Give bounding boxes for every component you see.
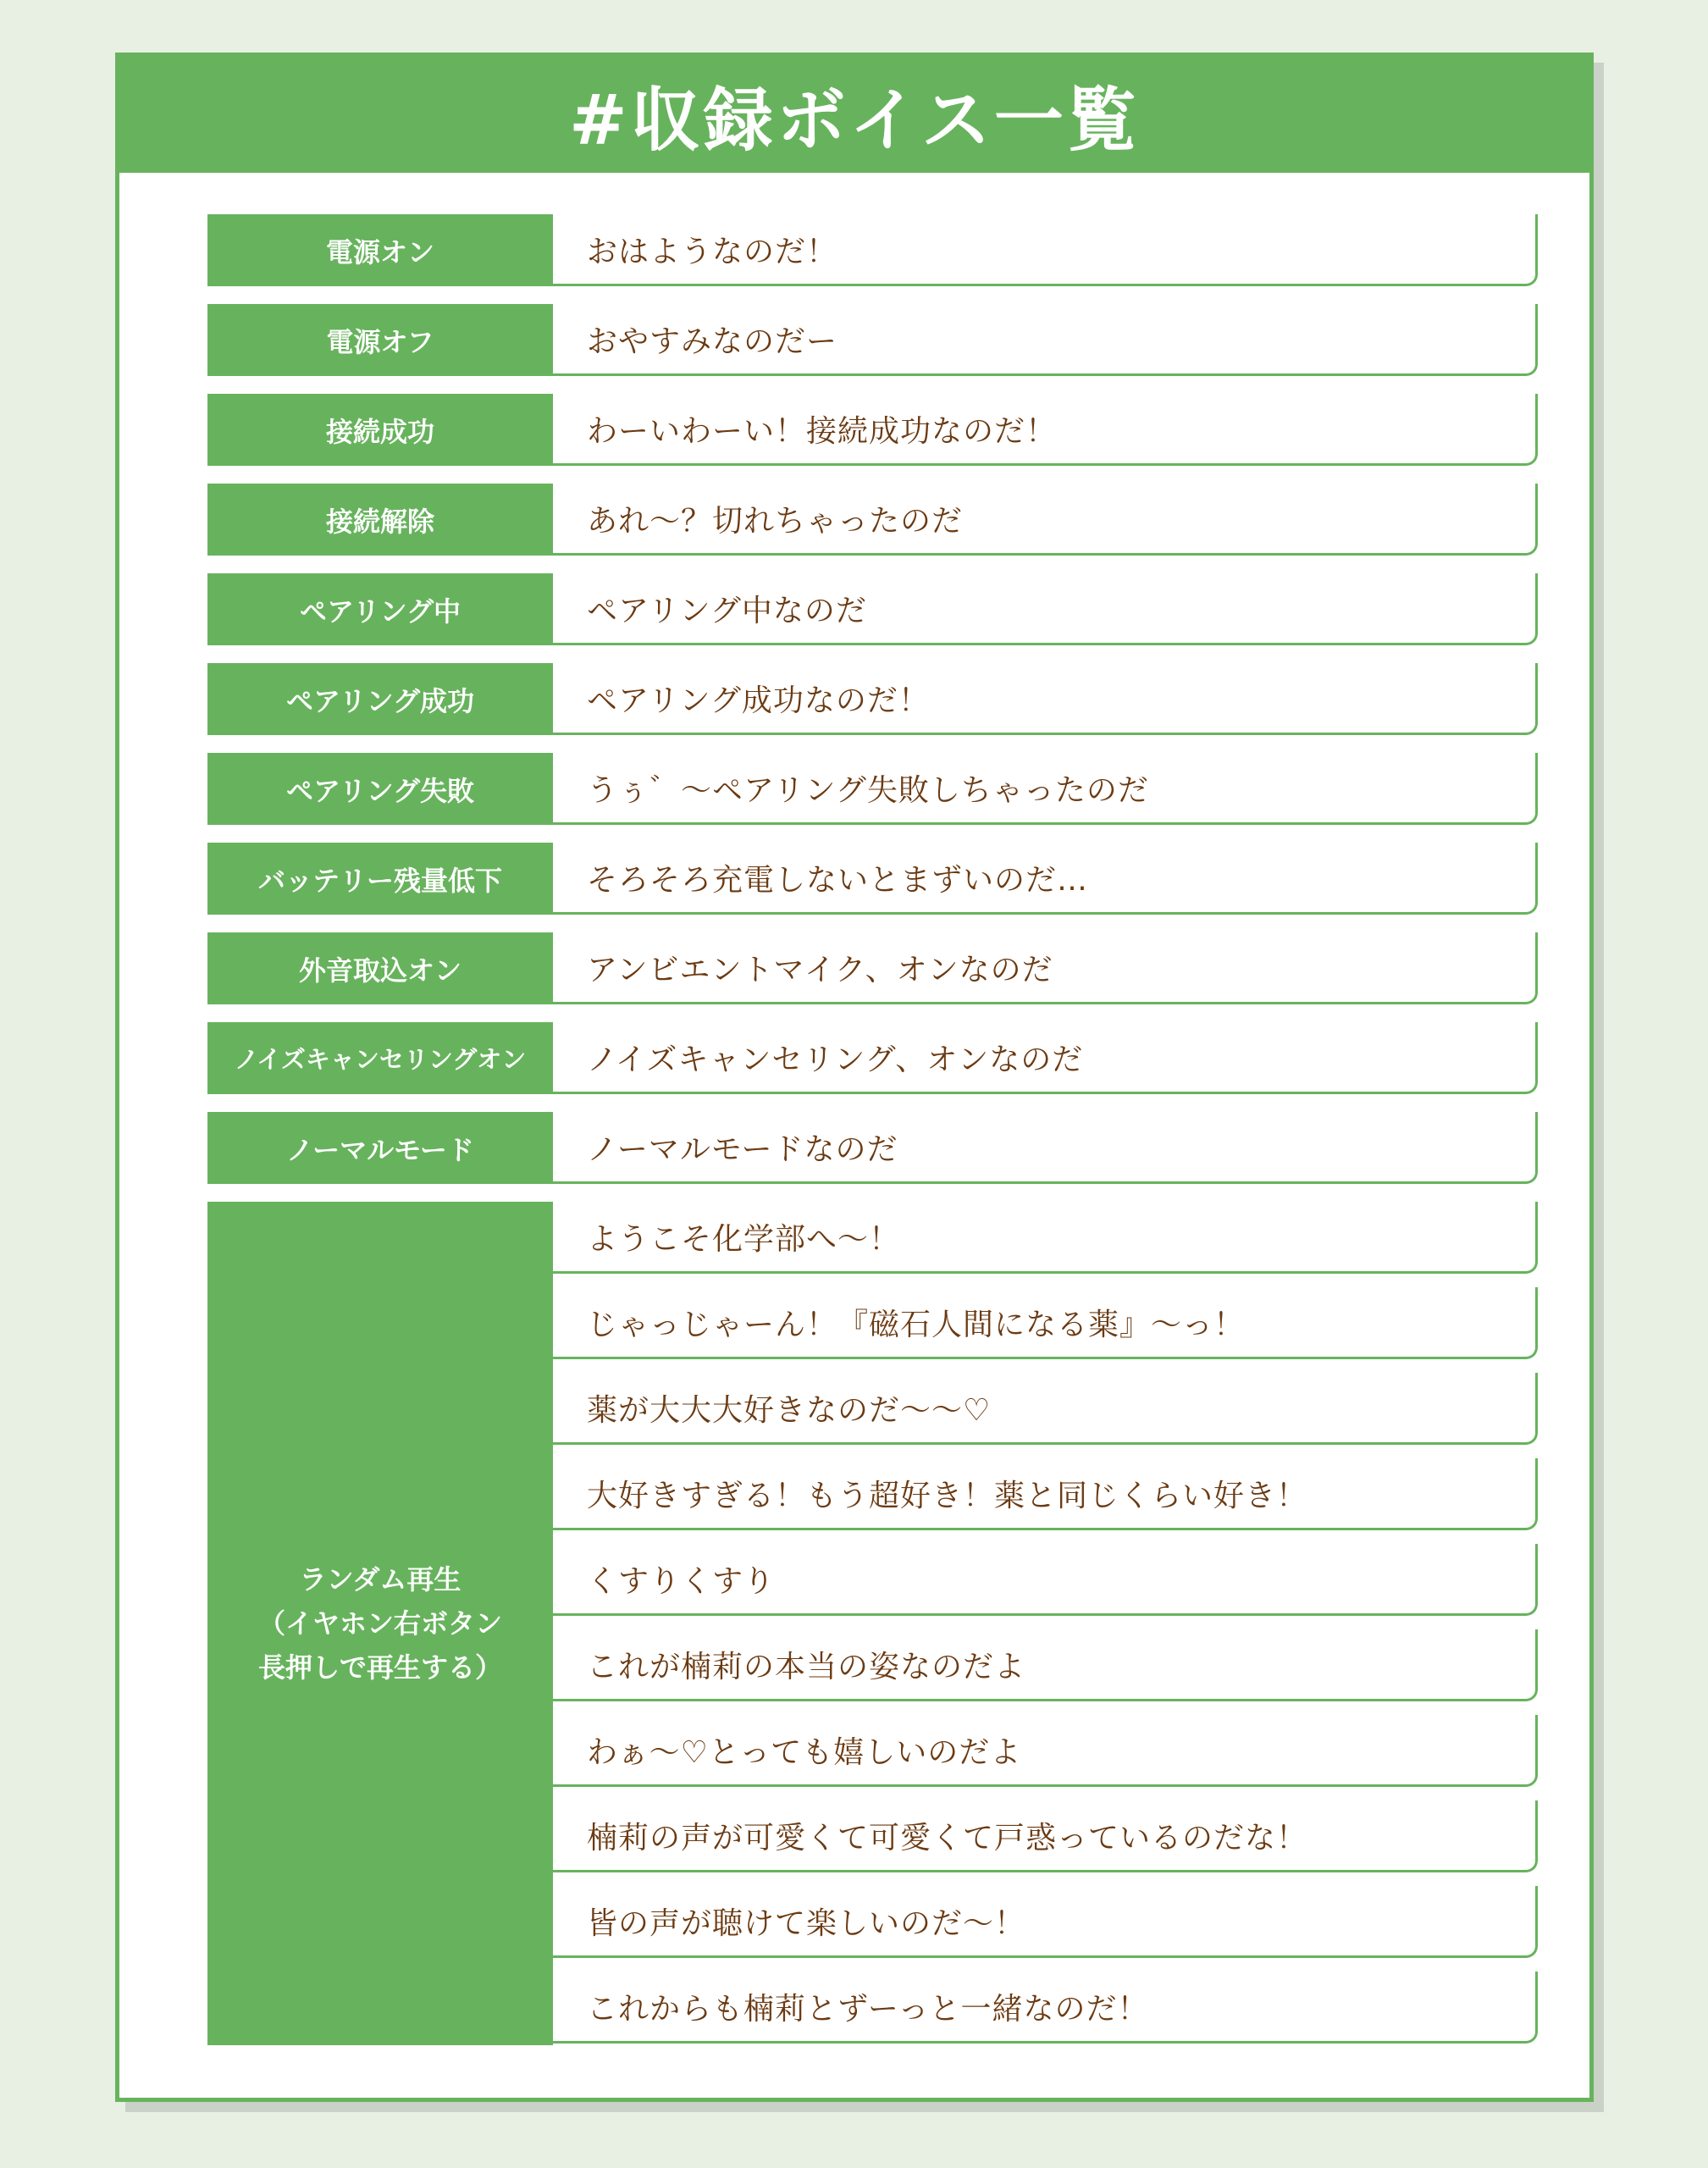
table-row (207, 1022, 1538, 1094)
row-label: ペアリング中 (207, 573, 553, 645)
row-text: ノイズキャンセリング、オンなのだ (553, 1022, 1538, 1094)
row-text: アンビエントマイク、オンなのだ (553, 932, 1538, 1004)
page-title: #収録ボイス一覧 (569, 80, 1140, 161)
table-row (207, 753, 1538, 825)
row-label: 電源オン (207, 214, 553, 286)
row-label: ペアリング成功 (207, 663, 553, 735)
row-text: うぅ゛～ペアリング失敗しちゃったのだ (553, 753, 1538, 825)
random-voice-text: くすりくすり (553, 1544, 1538, 1616)
random-voice-text: ようこそ化学部へ～！ (553, 1202, 1538, 1274)
random-voice-text: これが楠莉の本当の姿なのだよ (553, 1629, 1538, 1701)
table-row (207, 663, 1538, 735)
random-voice-text: じゃっじゃーん！『磁石人間になる薬』～っ！ (553, 1287, 1538, 1359)
table-row (207, 304, 1538, 376)
table-row (207, 573, 1538, 645)
table-row (207, 484, 1538, 556)
voice-list-card (115, 53, 1594, 2102)
row-text: ペアリング中なのだ (553, 573, 1538, 645)
table-row (207, 214, 1538, 286)
row-label: 外音取込オン (207, 932, 553, 1004)
row-label: ノイズキャンセリングオン (207, 1022, 553, 1094)
random-label-line: （イヤホン右ボタン (257, 1607, 502, 1640)
row-label: 接続解除 (207, 484, 553, 556)
row-text: おやすみなのだー (553, 304, 1538, 376)
random-voice-text: これからも楠莉とずーっと一緒なのだ！ (553, 1972, 1538, 2044)
table-row (207, 843, 1538, 915)
random-voice-text: 楠莉の声が可愛くて可愛くて戸惑っているのだな！ (553, 1800, 1538, 1872)
row-text: ペアリング成功なのだ！ (553, 663, 1538, 735)
row-text: わーいわーい！接続成功なのだ！ (553, 394, 1538, 466)
random-label-line: 長押しで再生する） (257, 1651, 502, 1684)
row-label: 電源オフ (207, 304, 553, 376)
row-label: ノーマルモード (207, 1112, 553, 1184)
random-playback-label (207, 1202, 553, 2045)
row-text: そろそろ充電しないとまずいのだ… (553, 843, 1538, 915)
row-text: おはようなのだ！ (553, 214, 1538, 286)
random-voice-text: 皆の声が聴けて楽しいのだ～！ (553, 1886, 1538, 1958)
random-playback-group (207, 1202, 1538, 2045)
random-voice-text: わぁ～♡とっても嬉しいのだよ (553, 1715, 1538, 1787)
table-row (207, 1112, 1538, 1184)
random-voice-list (553, 1202, 1538, 2045)
row-label: バッテリー残量低下 (207, 843, 553, 915)
row-text: あれ～？切れちゃったのだ (553, 484, 1538, 556)
random-label-line: ランダム再生 (299, 1563, 462, 1596)
voice-table (207, 214, 1538, 2045)
table-row (207, 394, 1538, 466)
row-label: ペアリング失敗 (207, 753, 553, 825)
row-text: ノーマルモードなのだ (553, 1112, 1538, 1184)
header-bar (119, 57, 1589, 173)
row-label: 接続成功 (207, 394, 553, 466)
random-voice-text: 薬が大大大好きなのだ～～♡ (553, 1373, 1538, 1445)
random-voice-text: 大好きすぎる！もう超好き！薬と同じくらい好き！ (553, 1458, 1538, 1530)
table-row (207, 932, 1538, 1004)
